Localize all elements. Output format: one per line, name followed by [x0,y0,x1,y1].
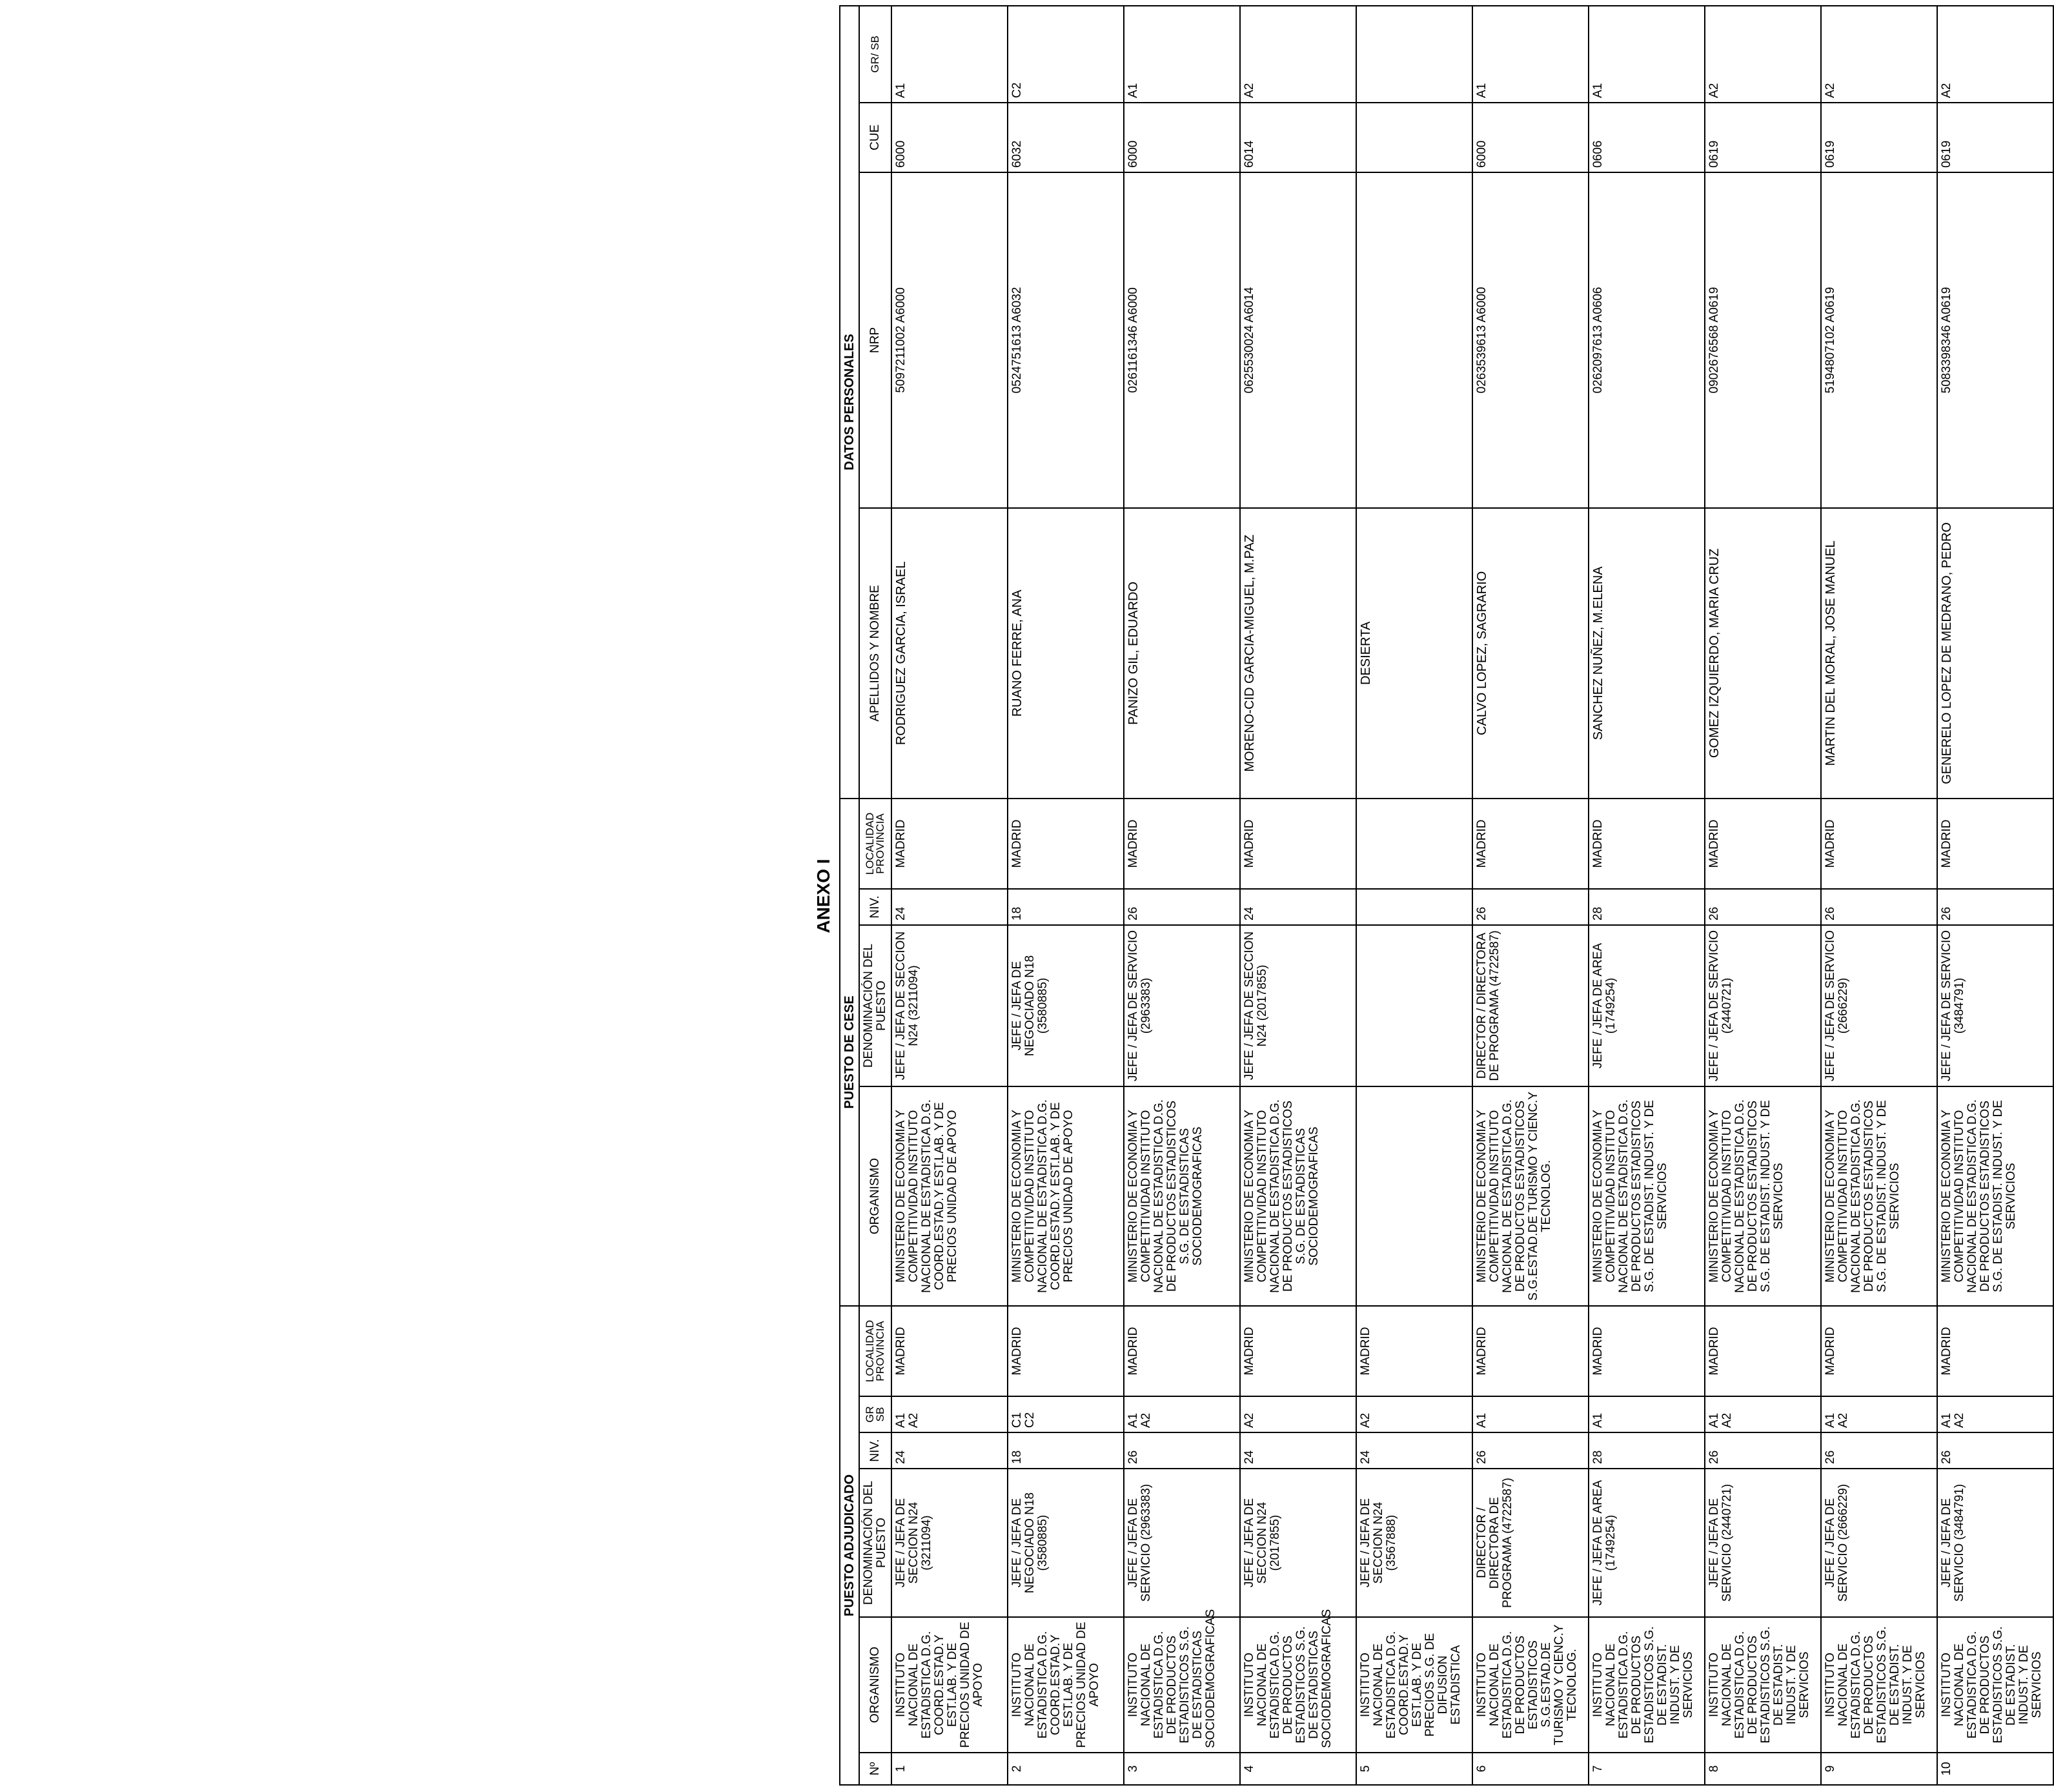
cell-apellidos: MARTIN DEL MORAL, JOSE MANUEL [1821,508,1937,799]
cell-organismo: INSTITUTO NACIONAL DE ESTADISTICA D.G. DE PRODUCTOS ESTADISTICOS S.G. DE ESTADISTICAS SOCIODEMOGRAFICAS [1124,1617,1240,1753]
cell-localidad: MADRID [1356,1306,1472,1396]
cell-denominacion: JEFE / JEFA DE SERVICIO (2666229) [1821,1469,1937,1617]
cell-grsb: A1 A2 [1937,1396,2053,1432]
table-body [891,6,2053,1785]
cell-niv-cese: 24 [891,889,1008,925]
cell-grsb-personal: A1 [1589,6,1705,103]
cell-apellidos: SANCHEZ NUÑEZ, M.ELENA [1589,508,1705,799]
cell-grsb: A1 [1472,1396,1589,1432]
cell-denominacion-cese: JEFE / JEFA DE SERVICIO (2666229) [1821,925,1937,1086]
cell-organismo-cese: MINISTERIO DE ECONOMIA Y COMPETITIVIDAD INSTITUTO NACIONAL DE ESTADISTICA D.G. DE PRODUCTOS ESTADISTICOS S.G. DE ESTADISTICAS SOCIODEMOGRAFICAS [1124,1086,1240,1306]
cell-cue: 0619 [1821,103,1937,172]
cell-num: 8 [1705,1753,1821,1785]
cell-niv: 18 [1008,1432,1124,1469]
cell-cue: 6000 [1472,103,1589,172]
cell-niv: 26 [1705,1432,1821,1469]
cell-organismo: INSTITUTO NACIONAL DE ESTADISTICA D.G. COORD.ESTAD.Y EST.LAB. Y DE PRECIOS S.G. DE DIFUSION ESTADISTICA [1356,1617,1472,1753]
cell-organismo-cese: MINISTERIO DE ECONOMIA Y COMPETITIVIDAD INSTITUTO NACIONAL DE ESTADISTICA D.G. DE PRODUCTOS ESTADISTICOS S.G. DE ESTADIST. INDUST. Y DE SERVICIOS [1821,1086,1937,1306]
cell-denominacion-cese [1356,925,1472,1086]
table-row [1008,6,1124,1785]
cell-num: 3 [1124,1753,1240,1785]
cell-denominacion: JEFE / JEFA DE SERVICIO (2963383) [1124,1469,1240,1617]
cell-num: 1 [891,1753,1008,1785]
cell-localidad-cese: MADRID [891,799,1008,889]
cell-organismo: INSTITUTO NACIONAL DE ESTADISTICA D.G. COORD.ESTAD.Y EST.LAB. Y DE PRECIOS UNIDAD DE APOYO [1008,1617,1124,1753]
cell-niv: 28 [1589,1432,1705,1469]
col-header-grsb: GR SB [859,1396,891,1432]
cell-niv: 26 [1821,1432,1937,1469]
cell-apellidos: DESIERTA [1356,508,1472,799]
header-column-row [859,6,891,1785]
cell-organismo: INSTITUTO NACIONAL DE ESTADISTICA D.G. DE PRODUCTOS ESTADISTICOS S.G. DE ESTADIST. INDUST. Y DE SERVICIOS [1937,1617,2053,1753]
cell-localidad-cese: MADRID [1589,799,1705,889]
cell-denominacion: JEFE / JEFA DE SECCION N24 (2017855) [1240,1469,1356,1617]
table-row [891,6,1008,1785]
table-row [1356,6,1472,1785]
cell-cue: 0619 [1937,103,2053,172]
cell-organismo: INSTITUTO NACIONAL DE ESTADISTICA D.G. DE PRODUCTOS ESTADISTICOS S.G. DE ESTADIST. INDUST. Y DE SERVICIOS [1705,1617,1821,1753]
cell-organismo-cese: MINISTERIO DE ECONOMIA Y COMPETITIVIDAD INSTITUTO NACIONAL DE ESTADISTICA D.G. DE PRODUCTOS ESTADISTICOS S.G. DE ESTADIST. INDUST. Y DE SERVICIOS [1937,1086,2053,1306]
col-header-cue: CUE [859,103,891,172]
table-row [1240,6,1356,1785]
cell-grsb: A1 A2 [1124,1396,1240,1432]
group-datos-personales: DATOS PERSONALES [840,6,859,799]
cell-num: 9 [1821,1753,1937,1785]
cell-localidad-cese: MADRID [1240,799,1356,889]
cell-denominacion-cese: JEFE / JEFA DE AREA (1749254) [1589,925,1705,1086]
cell-niv: 24 [891,1432,1008,1469]
cell-organismo-cese: MINISTERIO DE ECONOMIA Y COMPETITIVIDAD INSTITUTO NACIONAL DE ESTADISTICA D.G. DE PRODUCTOS ESTADISTICOS S.G.ESTAD.DE TURISMO Y CIENC.Y TECNOLOG. [1472,1086,1589,1306]
cell-organismo-cese: MINISTERIO DE ECONOMIA Y COMPETITIVIDAD INSTITUTO NACIONAL DE ESTADISTICA D.G. COORD.ESTAD.Y EST.LAB. Y DE PRECIOS UNIDAD DE APOYO [1008,1086,1124,1306]
cell-grsb-personal: A1 [1472,6,1589,103]
cell-nrp: 5194807102 A0619 [1821,172,1937,508]
col-header-organismo: ORGANISMO [859,1617,891,1753]
cell-grsb: A2 [1356,1396,1472,1432]
cell-cue: 0606 [1589,103,1705,172]
cell-nrp: 0262097613 A0606 [1589,172,1705,508]
cell-localidad-cese: MADRID [1705,799,1821,889]
cell-grsb-personal: A1 [891,6,1008,103]
cell-grsb: C1 C2 [1008,1396,1124,1432]
assignment-table [839,5,2054,1786]
cell-num: 6 [1472,1753,1589,1785]
cell-grsb-personal: A2 [1937,6,2053,103]
cell-denominacion: DIRECTOR / DIRECTORA DE PROGRAMA (4722587) [1472,1469,1589,1617]
cell-denominacion-cese: JEFE / JEFA DE SERVICIO (3484791) [1937,925,2053,1086]
cell-cue: 6000 [1124,103,1240,172]
table-row [1124,6,1240,1785]
cell-organismo-cese [1356,1086,1472,1306]
cell-nrp: 0261161346 A6000 [1124,172,1240,508]
table-row [1472,6,1589,1785]
group-puesto-cese: PUESTO DE CESE [840,799,859,1306]
col-header-grsb-personal: GR/ SB [859,6,891,103]
cell-organismo-cese: MINISTERIO DE ECONOMIA Y COMPETITIVIDAD INSTITUTO NACIONAL DE ESTADISTICA D.G. COORD.ESTAD.Y EST.LAB. Y DE PRECIOS UNIDAD DE APOYO [891,1086,1008,1306]
cell-niv-cese: 26 [1705,889,1821,925]
cell-localidad: MADRID [1472,1306,1589,1396]
cell-cue: 6032 [1008,103,1124,172]
cell-denominacion-cese: JEFE / JEFA DE SECCION N24 (3211094) [891,925,1008,1086]
cell-niv-cese: 26 [1937,889,2053,925]
cell-grsb-personal: A1 [1124,6,1240,103]
cell-cue: 6000 [891,103,1008,172]
cell-grsb-personal: A2 [1821,6,1937,103]
cell-niv: 24 [1240,1432,1356,1469]
cell-niv-cese: 26 [1821,889,1937,925]
cell-grsb: A1 [1589,1396,1705,1432]
cell-organismo-cese: MINISTERIO DE ECONOMIA Y COMPETITIVIDAD INSTITUTO NACIONAL DE ESTADISTICA D.G. DE PRODUCTOS ESTADISTICOS S.G. DE ESTADISTICAS SOCIODEMOGRAFICAS [1240,1086,1356,1306]
cell-grsb: A2 [1240,1396,1356,1432]
cell-localidad-cese [1356,799,1472,889]
cell-localidad-cese: MADRID [1821,799,1937,889]
cell-num: 5 [1356,1753,1472,1785]
cell-niv: 26 [1472,1432,1589,1469]
cell-localidad: MADRID [1589,1306,1705,1396]
cell-grsb: A1 A2 [1821,1396,1937,1432]
cell-niv-cese: 24 [1240,889,1356,925]
cell-organismo: INSTITUTO NACIONAL DE ESTADISTICA D.G. DE PRODUCTOS ESTADISTICOS S.G. DE ESTADIST. INDUST. Y DE SERVICIOS [1589,1617,1705,1753]
col-header-organismo-cese: ORGANISMO [859,1086,891,1306]
cell-niv-cese: 28 [1589,889,1705,925]
cell-niv-cese: 26 [1472,889,1589,925]
cell-localidad: MADRID [1240,1306,1356,1396]
cell-cue [1356,103,1472,172]
assignment-table-wrapper [839,6,2054,1786]
cell-organismo-cese: MINISTERIO DE ECONOMIA Y COMPETITIVIDAD INSTITUTO NACIONAL DE ESTADISTICA D.G. DE PRODUCTOS ESTADISTICOS S.G. DE ESTADIST. INDUST. Y DE SERVICIOS [1589,1086,1705,1306]
cell-denominacion-cese: JEFE / JEFA DE SERVICIO (2440721) [1705,925,1821,1086]
cell-niv: 26 [1937,1432,2053,1469]
cell-organismo: INSTITUTO NACIONAL DE ESTADISTICA D.G. COORD.ESTAD.Y EST.LAB. Y DE PRECIOS UNIDAD DE APOYO [891,1617,1008,1753]
cell-nrp [1356,172,1472,508]
col-header-num: Nº [859,1753,891,1785]
cell-niv: 24 [1356,1432,1472,1469]
cell-denominacion: JEFE / JEFA DE SERVICIO (2440721) [1705,1469,1821,1617]
cell-niv-cese: 18 [1008,889,1124,925]
cell-niv-cese: 26 [1124,889,1240,925]
cell-denominacion-cese: DIRECTOR / DIRECTORA DE PROGRAMA (4722587) [1472,925,1589,1086]
cell-apellidos: MORENO-CID GARCIA-MIGUEL, M.PAZ [1240,508,1356,799]
cell-denominacion: JEFE / JEFA DE AREA (1749254) [1589,1469,1705,1617]
cell-niv: 26 [1124,1432,1240,1469]
cell-cue: 6014 [1240,103,1356,172]
cell-num: 7 [1589,1753,1705,1785]
cell-grsb: A1 A2 [891,1396,1008,1432]
cell-nrp: 0625530024 A6014 [1240,172,1356,508]
table-row [1705,6,1821,1785]
cell-num: 4 [1240,1753,1356,1785]
cell-apellidos: GENERELO LOPEZ DE MEDRANO, PEDRO [1937,508,2053,799]
cell-cue: 0619 [1705,103,1821,172]
cell-niv-cese [1356,889,1472,925]
cell-nrp: 5097211002 A6000 [891,172,1008,508]
cell-apellidos: RODRIGUEZ GARCIA, ISRAEL [891,508,1008,799]
cell-organismo: INSTITUTO NACIONAL DE ESTADISTICA D.G. DE PRODUCTOS ESTADISTICOS S.G. DE ESTADIST. INDUST. Y DE SERVICIOS [1821,1617,1937,1753]
cell-apellidos: CALVO LOPEZ, SAGRARIO [1472,508,1589,799]
header-group-row [840,6,859,1785]
cell-apellidos: GOMEZ IZQUIERDO, MARIA CRUZ [1705,508,1821,799]
cell-denominacion: JEFE / JEFA DE SECCION N24 (3211094) [891,1469,1008,1617]
col-header-niv-cese: NIV. [859,889,891,925]
table-row [1821,6,1937,1785]
cell-nrp: 5083398346 A0619 [1937,172,2053,508]
cell-grsb-personal: A2 [1240,6,1356,103]
group-puesto-adjudicado: PUESTO ADJUDICADO [840,1306,859,1785]
cell-localidad: MADRID [1937,1306,2053,1396]
cell-organismo-cese: MINISTERIO DE ECONOMIA Y COMPETITIVIDAD INSTITUTO NACIONAL DE ESTADISTICA D.G. DE PRODUCTOS ESTADISTICOS S.G. DE ESTADIST. INDUST. Y DE SERVICIOS [1705,1086,1821,1306]
cell-apellidos: RUANO FERRE, ANA [1008,508,1124,799]
cell-denominacion: JEFE / JEFA DE NEGOCIADO N18 (3580885) [1008,1469,1124,1617]
cell-localidad-cese: MADRID [1937,799,2053,889]
cell-grsb: A1 A2 [1705,1396,1821,1432]
cell-localidad: MADRID [1705,1306,1821,1396]
cell-localidad: MADRID [891,1306,1008,1396]
cell-localidad: MADRID [1821,1306,1937,1396]
cell-denominacion: JEFE / JEFA DE SECCION N24 (3567888) [1356,1469,1472,1617]
col-header-apellidos: APELLIDOS Y NOMBRE [859,508,891,799]
table-row [1937,6,2053,1785]
cell-nrp: 0524751613 A6032 [1008,172,1124,508]
cell-organismo: INSTITUTO NACIONAL DE ESTADISTICA D.G. DE PRODUCTOS ESTADISTICOS S.G.ESTAD.DE TURISMO Y CIENC.Y TECNOLOG. [1472,1617,1589,1753]
page-title: ANEXO I [813,859,833,933]
col-header-localidad: LOCALIDAD PROVINCIA [859,1306,891,1396]
cell-localidad: MADRID [1124,1306,1240,1396]
cell-denominacion-cese: JEFE / JEFA DE SERVICIO (2963383) [1124,925,1240,1086]
cell-nrp: 0263539613 A6000 [1472,172,1589,508]
col-header-nrp: NRP [859,172,891,508]
cell-localidad-cese: MADRID [1472,799,1589,889]
col-header-niv: NIV. [859,1432,891,1469]
col-header-denominacion-cese: DENOMINACIÓN DEL PUESTO [859,925,891,1086]
cell-localidad-cese: MADRID [1008,799,1124,889]
cell-nrp: 0902676568 A0619 [1705,172,1821,508]
cell-localidad-cese: MADRID [1124,799,1240,889]
cell-apellidos: PANIZO GIL, EDUARDO [1124,508,1240,799]
col-header-denominacion: DENOMINACIÓN DEL PUESTO [859,1469,891,1617]
cell-denominacion-cese: JEFE / JEFA DE SECCION N24 (2017855) [1240,925,1356,1086]
cell-grsb-personal: A2 [1705,6,1821,103]
cell-grsb-personal: C2 [1008,6,1124,103]
cell-localidad: MADRID [1008,1306,1124,1396]
cell-grsb-personal [1356,6,1472,103]
col-header-localidad-cese: LOCALIDAD PROVINCIA [859,799,891,889]
cell-denominacion: JEFE / JEFA DE SERVICIO (3484791) [1937,1469,2053,1617]
cell-denominacion-cese: JEFE / JEFA DE NEGOCIADO N18 (3580885) [1008,925,1124,1086]
cell-organismo: INSTITUTO NACIONAL DE ESTADISTICA D.G. DE PRODUCTOS ESTADISTICOS S.G. DE ESTADISTICAS SOCIODEMOGRAFICAS [1240,1617,1356,1753]
cell-num: 10 [1937,1753,2053,1785]
cell-num: 2 [1008,1753,1124,1785]
table-row [1589,6,1705,1785]
